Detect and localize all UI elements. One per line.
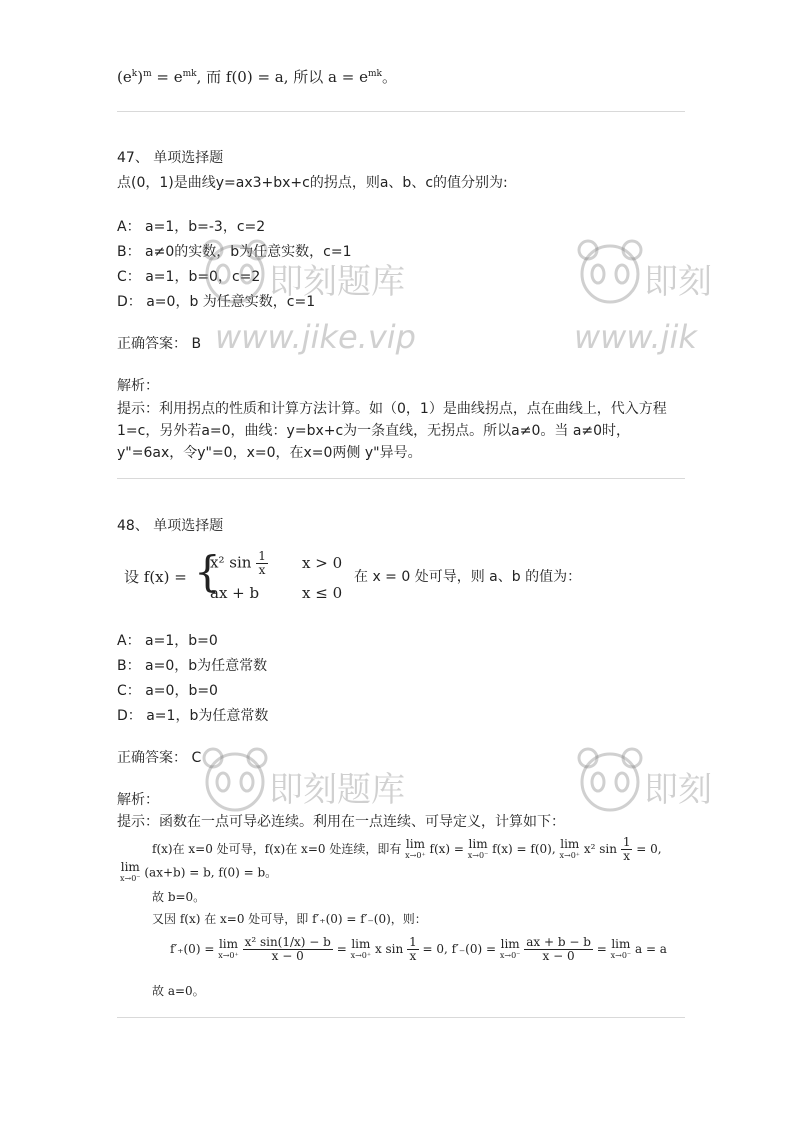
watermark-brand: 即刻 — [644, 262, 712, 302]
watermark-url: www.jik — [574, 318, 697, 356]
watermark-brand: 即刻题库 — [269, 262, 405, 302]
q47-option-b: B： a≠0的实数，b为任意实数，c=1 — [117, 244, 352, 260]
divider — [117, 111, 685, 112]
q47-option-a: A： a=1，b=-3，c=2 — [117, 219, 266, 235]
panda-logo-icon — [570, 740, 650, 820]
panda-logo-icon — [195, 740, 275, 820]
q47-option-d: D： a=0，b 为任意实数，c=1 — [117, 294, 316, 310]
q48-piecewise-formula: 设 f(x) = { x² sin $\frac{1}{x}$ x > 0 ax + b x ≤ 0 在 x = 0 处可导，则 a、b 的值为： — [124, 547, 582, 602]
q47-analysis-label: 解析： — [117, 378, 159, 394]
q48-analysis-label: 解析： — [117, 792, 159, 808]
q47-option-c: C： a=1，b=0，c=2 — [117, 269, 261, 285]
watermark-brand: 即刻 — [644, 770, 712, 810]
q47-answer: 正确答案： B — [117, 336, 202, 352]
watermark-brand: 即刻题库 — [269, 770, 405, 810]
q48-option-a: A： a=1，b=0 — [117, 633, 218, 649]
divider — [117, 1017, 685, 1018]
q48-number: 48、 单项选择题 — [117, 518, 224, 534]
q48-option-d: D： a=1，b为任意常数 — [117, 708, 269, 724]
q47-analysis-text: 提示：利用拐点的性质和计算方法计算。如（0，1）是曲线拐点，点在曲线上，代入方程1=c，另外若a=0，曲线：y=bx+c为一条直线，无拐点。所以a≠0。当 a≠0时，y"=6ax，令y"=0，x=0，在x=0两侧 y"异号。 — [117, 401, 667, 461]
watermark-url: www.jike.vip — [215, 318, 416, 356]
q47-number: 47、 单项选择题 — [117, 150, 224, 166]
left-brace-symbol: { — [194, 547, 221, 596]
q48-answer: 正确答案： C — [117, 750, 202, 766]
q48-option-b: B： a=0，b为任意常数 — [117, 658, 268, 674]
top-formula: $(e^k)^m = e^{mk}$, 而 f(0) = a, 所以 $a = e^{mk}$。 — [117, 68, 397, 86]
panda-logo-icon — [570, 232, 650, 312]
q47-question: 点(0，1)是曲线y=ax3+bx+c的拐点，则a、b、c的值分别为: — [117, 175, 508, 191]
divider — [117, 478, 685, 479]
watermark — [570, 232, 712, 382]
q48-option-c: C： a=0，b=0 — [117, 683, 218, 699]
q48-analysis-text: 提示：函数在一点可导必连续。利用在一点连续、可导定义，计算如下： — [117, 814, 565, 830]
q48-derivation: f(x)在 x=0 处可导，f(x)在 x=0 处连续，即有 lim x→0⁺ f(x) = lim x→0⁻ f(x) = f(0), lim x→0⁺ x² sin $\frac{1}{x}$ = 0, lim x→0⁻ (ax+b) = b, f(0) = b。 故 b=0。 又因 f(x) 在 x=0 处可导，即 f′₊(0) = f′₋(0)，则： f′₊(0) = lim x→0⁺ $\frac{\text{x² sin(1/x) − b}}{x - 0}$ = lim x→0⁺ x sin $\frac{1}{x}$ = 0, f′₋(0) = lim x→0⁻ $\frac{ax + b - b}{x - 0}$ = lim x→0⁻ a = a 故 a=0。 — [120, 835, 667, 998]
